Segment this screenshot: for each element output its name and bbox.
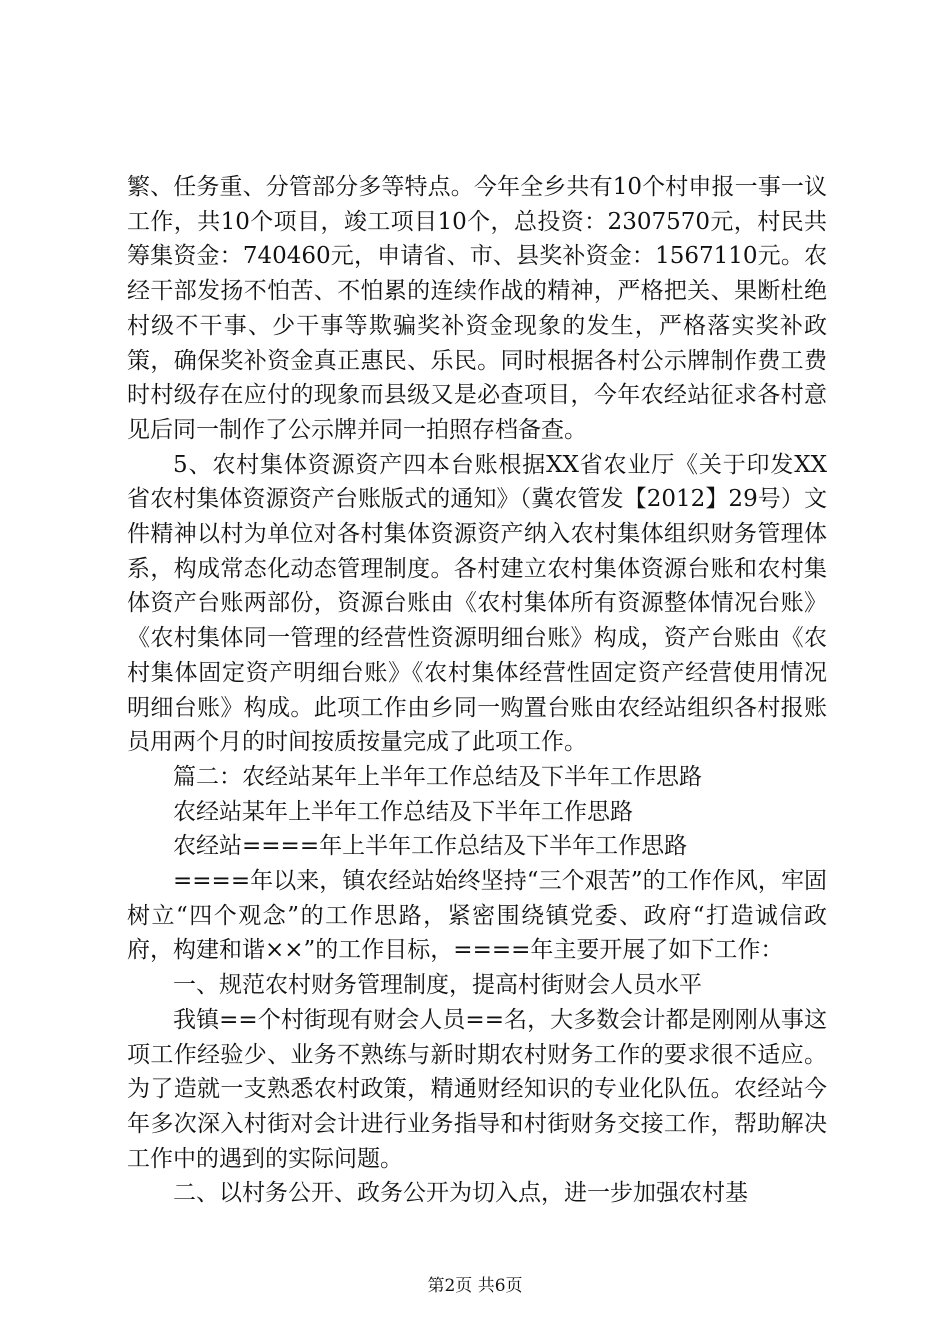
page-number-footer: 第2页 共6页 (427, 1276, 523, 1296)
paragraph-ledger: 5、农村集体资源资产四本台账根据XX省农业厅《关于印发XX省农村集体资源资产台账版式的通知》（冀农管发【2012】29号）文件精神以村为单位对各村集体资源资产纳入农村集体组织财务管理体系，构成常态化动态管理制度。各村建立农村集体资源台账和农村集体资产台账两部份，资源台账由《农村集体所有资源整体情况台账》《农村集体同一管理的经营性资源明细台账》构成，资产台账由《农村集体固定资产明细台账》《农村集体经营性固定资产经营使用情况明细台账》构成。此项工作由乡同一购置台账由农经站组织各村报账员用两个月的时间按质按量完成了此项工作。 (127, 451, 827, 756)
document-title: 农经站某年上半年工作总结及下半年工作思路 (173, 798, 633, 825)
paragraph-continuation: 繁、任务重、分管部分多等特点。今年全乡共有10个村申报一事一议工作，共10个项目，竣工项目10个，总投资：2307570元，村民共筹集资金：740460元，申请省、市、县奖补资金：1567110元。农经干部发扬不怕苦、不怕累的连续作战的精神，严格把关、果断杜绝村级不干事、少干事等欺骗奖补资金现象的发生，严格落实奖补政策，确保奖补资金真正惠民、乐民。同时根据各村公示牌制作费工费时村级存在应付的现象而县级又是必查项目，今年农经站征求各村意见后同一制作了公示牌并同一拍照存档备查。 (127, 174, 827, 443)
section-heading-part-two: 篇二：农经站某年上半年工作总结及下半年工作思路 (173, 763, 702, 790)
section-heading-one: 一、规范农村财务管理制度，提高村街财会人员水平 (173, 972, 702, 999)
section-heading-two: 二、以村务公开、政务公开为切入点，进一步加强农村基 (173, 1180, 748, 1207)
paragraph-section-one: 我镇==个村街现有财会人员==名，大多数会计都是刚刚从事这项工作经验少、业务不熟练与新时期农村财务工作的要求很不适应。为了造就一支熟悉农村政策，精通财经知识的专业化队伍。农经站今年多次深入村街对会计进行业务指导和村街财务交接工作，帮助解决工作中的遇到的实际问题。 (127, 1006, 827, 1172)
document-subtitle: 农经站====年上半年工作总结及下半年工作思路 (173, 833, 688, 860)
document-body (127, 170, 827, 1211)
paragraph-intro: ====年以来，镇农经站始终坚持“三个艰苦”的工作作风，牢固树立“四个观念”的工作思路，紧密围绕镇党委、政府“打造诚信政府，构建和谐××”的工作目标，====年主要开展了如下工作： (127, 868, 827, 964)
